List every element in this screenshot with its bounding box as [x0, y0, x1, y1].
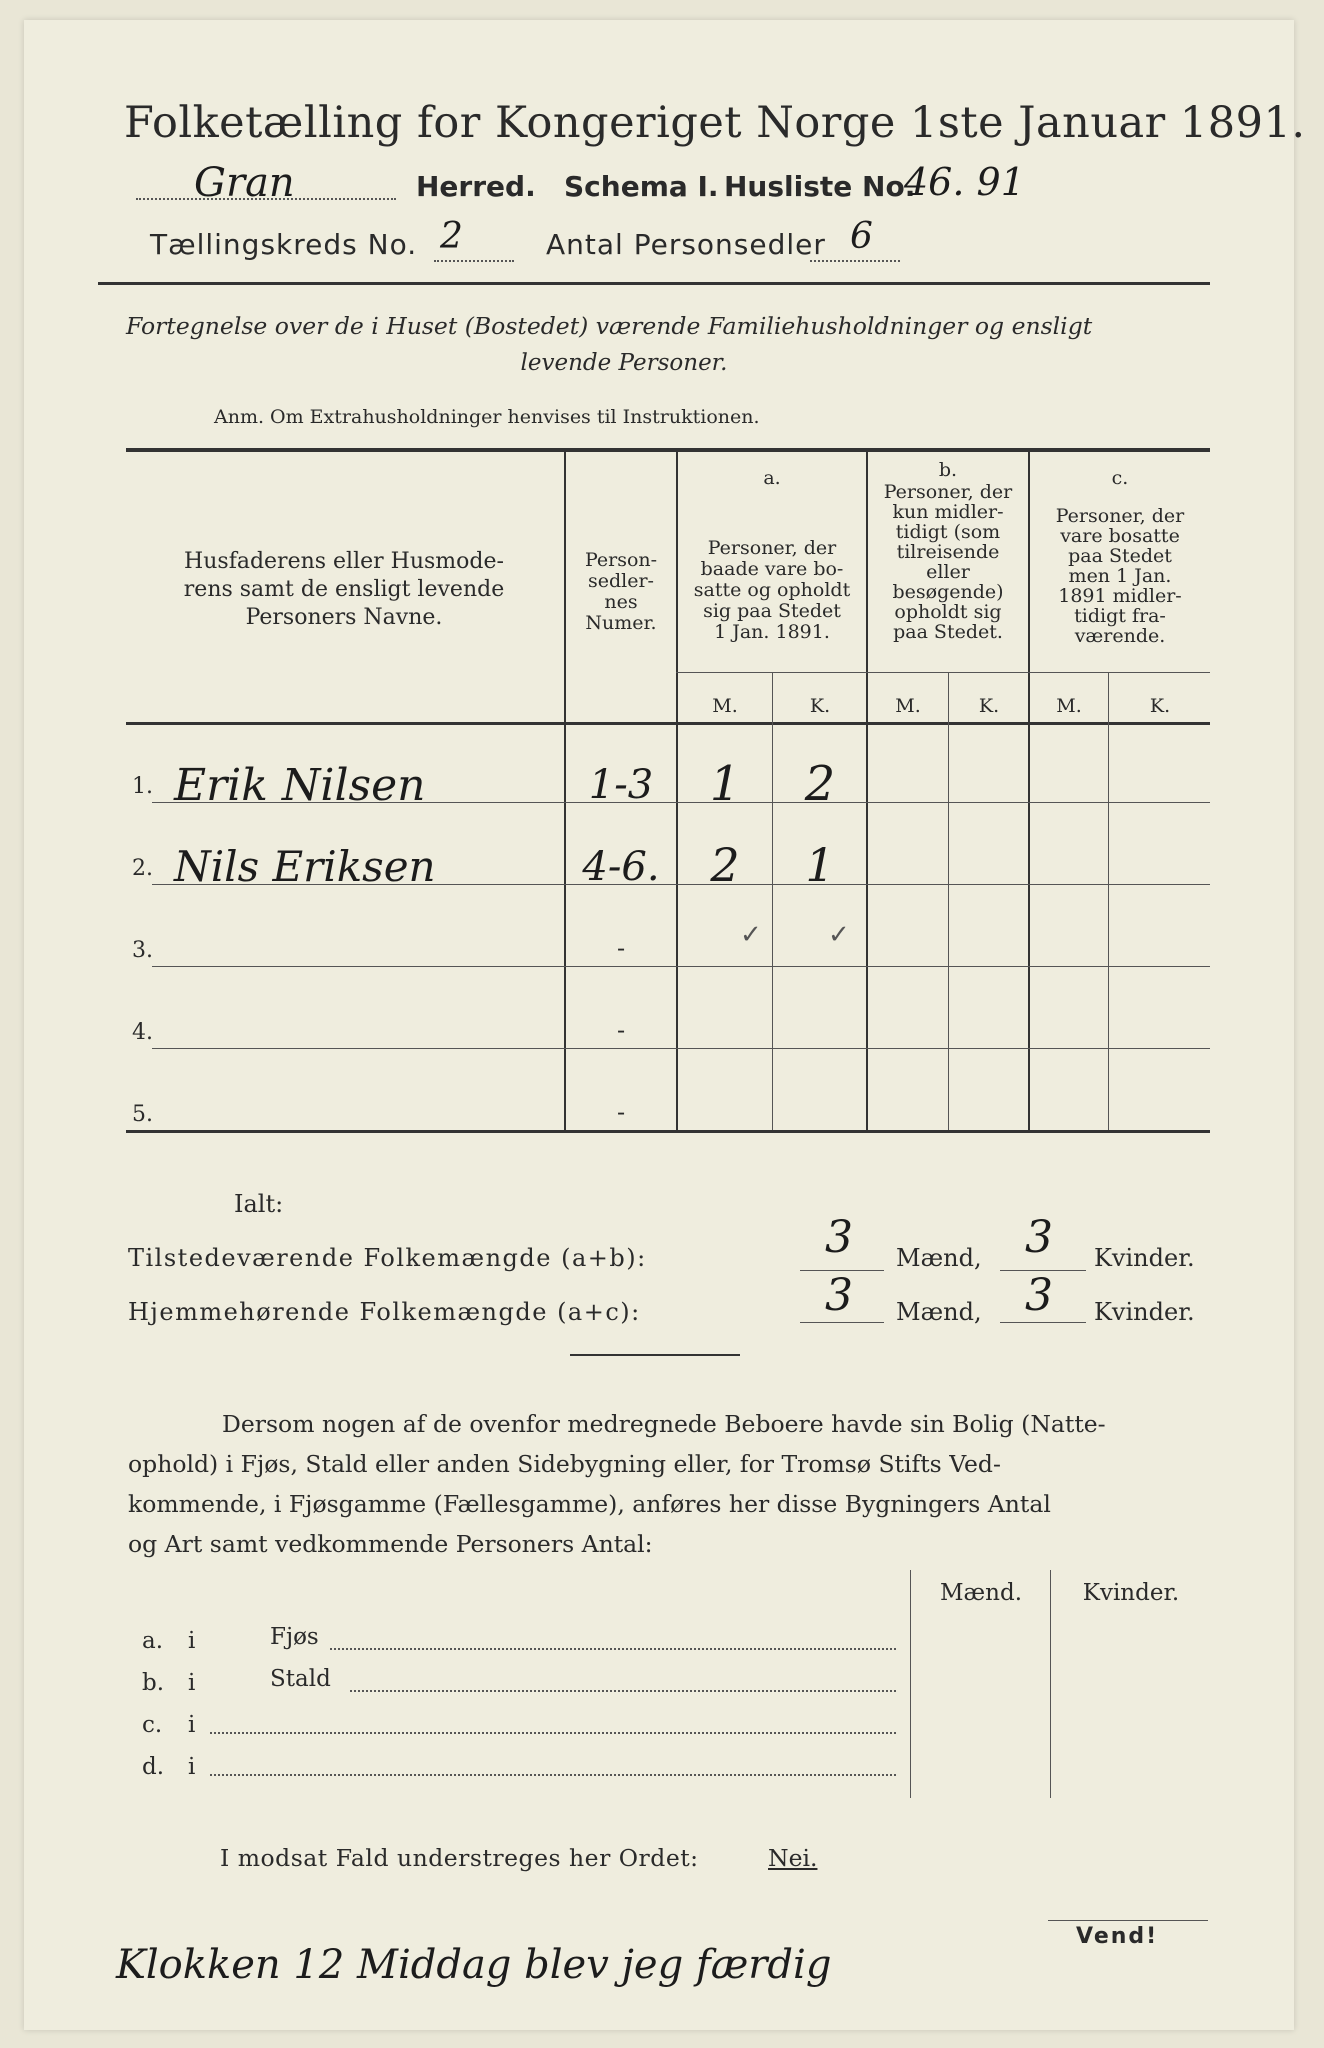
nei-word: Nei.: [768, 1844, 818, 1872]
vend-rule: [1048, 1920, 1208, 1921]
building-row-b: b.: [142, 1670, 165, 1696]
c-m-label: M.: [1056, 695, 1082, 717]
col-name-header: Husfaderens eller Husmode- rens samt de ensligt levende Personers Navne.: [183, 549, 505, 630]
husliste-label: Husliste No.: [724, 170, 916, 203]
row-name: Erik Nilsen: [174, 760, 426, 811]
antal-value: 6: [850, 216, 873, 257]
building-row-d: d.: [142, 1754, 165, 1780]
ialt-label: Ialt:: [234, 1190, 284, 1218]
paragraph-line: og Art samt vedkommende Personers Antal:: [128, 1530, 653, 1558]
hjemme-kvinder-value: 3: [1025, 1270, 1053, 1321]
schema-label: Schema I.: [564, 170, 719, 203]
col-b-letter: b.: [938, 459, 958, 481]
mk-rule: [676, 672, 1210, 673]
building-row-c: c.: [142, 1712, 163, 1738]
hjemme-maend-label: Mænd,: [896, 1298, 982, 1326]
building-row-b-i: i: [188, 1670, 196, 1696]
building-row-d-dots: [210, 1774, 896, 1776]
row-a-k: 2: [804, 756, 836, 812]
building-row-c-dots: [210, 1732, 896, 1734]
building-row-b-dots: [350, 1690, 896, 1692]
hjemme-label: Hjemmehørende Folkemængde (a+c):: [128, 1298, 641, 1326]
tilstede-label: Tilstedeværende Folkemængde (a+b):: [128, 1244, 647, 1272]
husliste-value: 46. 91: [904, 160, 1025, 204]
tilstede-kvinder-value: 3: [1025, 1212, 1053, 1263]
col-a-letter: a.: [763, 467, 781, 489]
antal-label: Antal Personsedler: [546, 228, 826, 261]
a-k-label: K.: [809, 695, 831, 717]
row-num: 4-6.: [582, 844, 660, 890]
row-name: Nils Eriksen: [174, 842, 436, 891]
row-a-k: 1: [805, 838, 835, 892]
hjemme-kvinder-line: [1000, 1322, 1086, 1323]
col-num-header: Person- sedler- nes Numer.: [584, 549, 658, 634]
buildings-sep-2: [1050, 1570, 1051, 1798]
row-a-m: 2: [710, 838, 740, 892]
col-sep-a-mk: [772, 672, 773, 1130]
tilstede-maend-label: Mænd,: [896, 1244, 982, 1272]
building-row-a-dots: [330, 1648, 896, 1650]
census-form: [24, 20, 1306, 2030]
header-rule: [98, 282, 1210, 285]
modsat-text: I modsat Fald understreges her Ordet:: [220, 1844, 699, 1872]
hjemme-maend-line: [800, 1322, 884, 1323]
row-line-3: [152, 966, 1210, 967]
buildings-sep-1: [910, 1570, 911, 1798]
row-number: 5.: [132, 1102, 153, 1127]
row-number: 4.: [132, 1020, 153, 1045]
paragraph: [128, 1404, 1106, 1564]
checkmark-icon: ✓: [828, 920, 850, 950]
buildings-kvinder-header: Kvinder.: [1082, 1580, 1180, 1606]
col-a-header: Personer, der baade vare bo- satte og opholdt sig paa Stedet 1 Jan. 1891.: [693, 537, 851, 643]
building-row-a-label: Fjøs: [270, 1624, 319, 1650]
row-num: -: [616, 934, 626, 962]
intro-line-2: levende Personer.: [520, 350, 728, 376]
vend-label: Vend!: [1076, 1924, 1159, 1949]
kreds-label: Tællingskreds No.: [150, 228, 418, 261]
table-bottom: [126, 1130, 1210, 1133]
handwritten-note: Klokken 12 Middag blev jeg færdig: [116, 1942, 832, 1988]
building-row-a: a.: [142, 1628, 164, 1654]
tilstede-maend-value: 3: [825, 1212, 853, 1263]
b-k-label: K.: [978, 695, 1000, 717]
col-b-header: Personer, der kun midler- tidigt (som tilreisende eller besøgende) opholdt sig paa Stedet.: [883, 481, 1013, 643]
col-c-letter: c.: [1111, 467, 1129, 489]
col-c-header: Personer, der vare bosatte paa Stedet men 1 Jan. 1891 midler- tidigt fra- værende.: [1055, 505, 1185, 647]
col-sep-c-mk: [1108, 672, 1109, 1130]
b-m-label: M.: [895, 695, 921, 717]
col-sep-b-mk: [948, 672, 949, 1130]
anm-note: Anm. Om Extrahusholdninger henvises til Instruktionen.: [214, 406, 760, 428]
hjemme-maend-value: 3: [825, 1270, 853, 1321]
form-title: Folketælling for Kongeriget Norge 1ste Januar 1891.: [124, 98, 1306, 148]
table-top: [126, 448, 1210, 452]
row-number: 3.: [132, 938, 153, 963]
a-m-label: M.: [712, 695, 738, 717]
herred-value: Gran: [194, 160, 295, 206]
row-num: -: [616, 1098, 626, 1126]
herred-label: Herred.: [416, 170, 536, 203]
table-head-bottom: [126, 722, 1210, 725]
building-row-c-i: i: [188, 1712, 196, 1738]
row-number: 1.: [132, 774, 153, 799]
kreds-value: 2: [440, 216, 463, 257]
paragraph-line: ophold) i Fjøs, Stald eller anden Sidebygning eller, for Tromsø Stifts Ved-: [128, 1450, 1001, 1478]
building-row-a-i: i: [188, 1628, 196, 1654]
tilstede-kvinder-label: Kvinder.: [1094, 1244, 1195, 1272]
col-sep-1: [564, 450, 566, 1130]
row-num: -: [616, 1016, 626, 1044]
building-row-d-i: i: [188, 1754, 196, 1780]
c-k-label: K.: [1149, 695, 1171, 717]
row-a-m: 1: [709, 756, 741, 812]
row-num: 1-3: [588, 762, 654, 808]
kreds-dots: [434, 260, 514, 262]
buildings-maend-header: Mænd.: [939, 1580, 1023, 1606]
building-row-b-label: Stald: [270, 1666, 331, 1692]
section-divider: [570, 1354, 740, 1356]
checkmark-icon: ✓: [740, 920, 762, 950]
hjemme-kvinder-label: Kvinder.: [1094, 1298, 1195, 1326]
paragraph-line: kommende, i Fjøsgamme (Fællesgamme), anføres her disse Bygningers Antal: [128, 1490, 1051, 1518]
row-line-4: [152, 1048, 1210, 1049]
intro-line-1: Fortegnelse over de i Huset (Bostedet) værende Familiehusholdninger og ensligt: [126, 312, 1093, 340]
paragraph-line: Dersom nogen af de ovenfor medregnede Beboere havde sin Bolig (Natte-: [222, 1410, 1106, 1438]
antal-dots: [810, 260, 900, 262]
row-number: 2.: [132, 856, 153, 881]
